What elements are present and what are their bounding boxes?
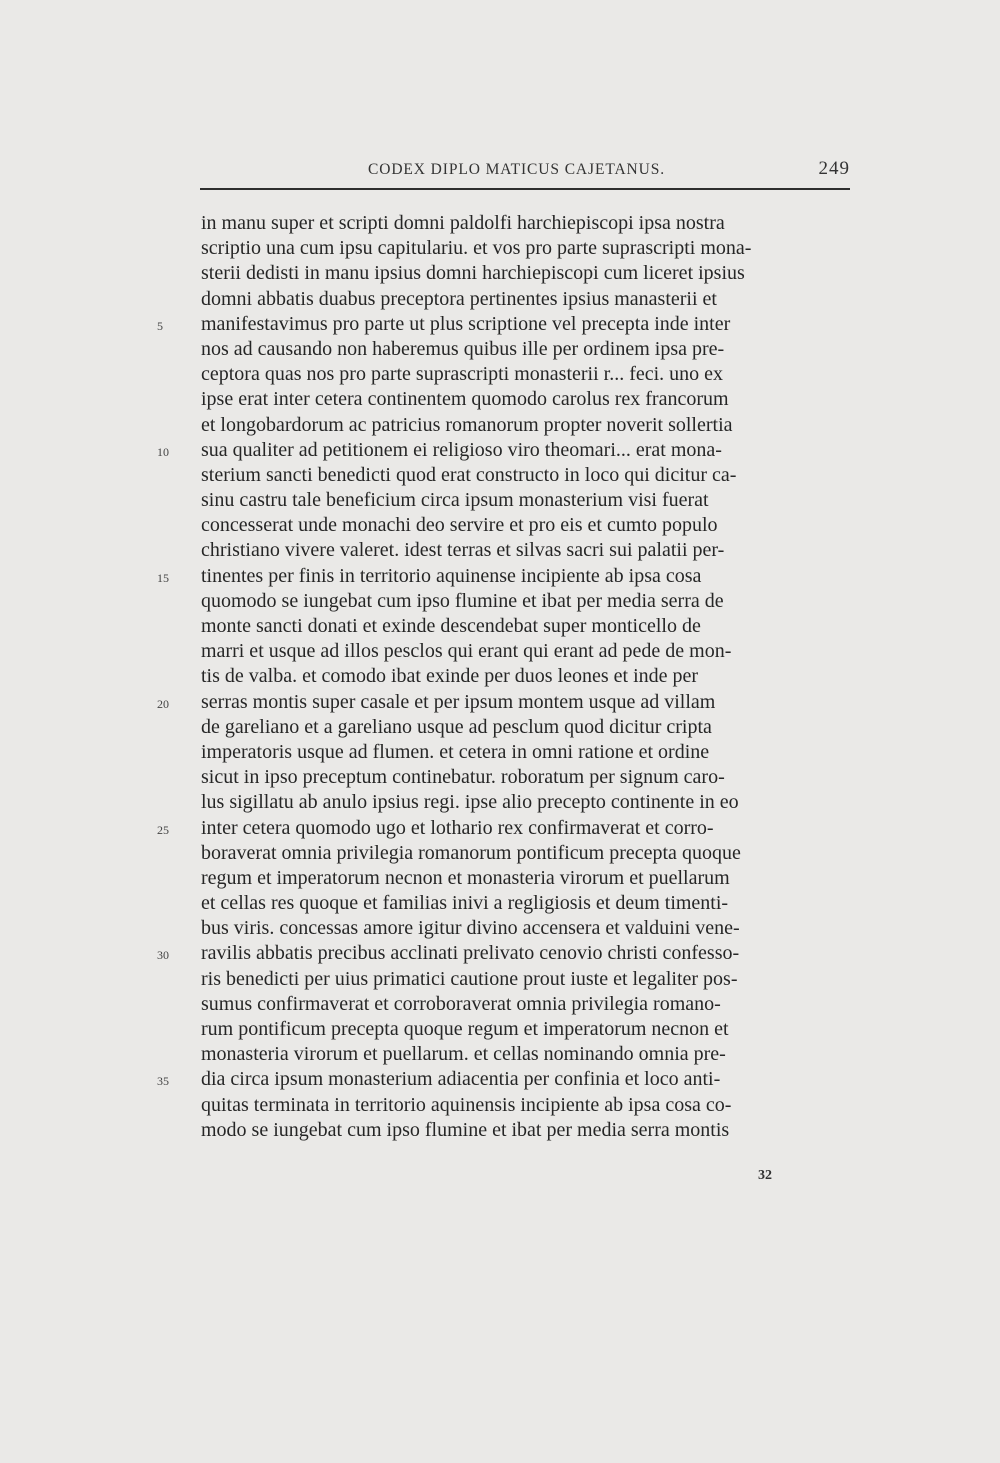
line-text: regum et imperatorum necnon et monasteria virorum et puellarum xyxy=(201,866,730,889)
line-text: sicut in ipso preceptum continebatur. roboratum per signum caro- xyxy=(201,766,725,789)
body-text xyxy=(157,211,846,1143)
running-title: CODEX DIPLO MATICUS CAJETANUS. xyxy=(368,161,666,178)
text-line xyxy=(201,362,846,387)
line-number: 5 xyxy=(157,318,163,333)
text-line xyxy=(157,312,846,337)
text-line xyxy=(201,463,846,488)
line-text: monte sancti donati et exinde descendebat super monticello de xyxy=(201,615,701,637)
line-text: boraverat omnia privilegia romanorum pontificum precepta quoque xyxy=(201,841,741,864)
line-text: ipse erat inter cetera continentem quomodo carolus rex francorum xyxy=(201,388,729,411)
line-text: quitas terminata in territorio aquinensis incipiente ab ipsa cosa co- xyxy=(201,1093,732,1116)
line-text: nos ad causando non haberemus quibus ille per ordinem ipsa pre- xyxy=(201,337,725,360)
text-line xyxy=(201,538,846,563)
text-line xyxy=(201,614,846,639)
text-line xyxy=(201,639,846,664)
line-text: christiano vivere valeret. idest terras et silvas sacri sui palatii per- xyxy=(201,539,725,562)
line-text: sumus confirmaverat et corroboraverat omnia privilegia romano- xyxy=(201,992,721,1015)
line-text: bus viris. concessas amore igitur divino accensera et valduini vene- xyxy=(201,917,740,940)
line-text: rum pontificum precepta quoque regum et imperatorum necnon et xyxy=(201,1018,729,1040)
line-text: inter cetera quomodo ugo et lothario rex confirmaverat et corro- xyxy=(201,816,714,839)
text-line xyxy=(201,841,846,866)
text-line xyxy=(201,664,846,689)
line-text: lus sigillatu ab anulo ipsius regi. ipse alio precepto continente in eo xyxy=(201,791,739,814)
text-line xyxy=(201,967,846,992)
text-line xyxy=(201,740,846,765)
line-number: 35 xyxy=(157,1074,169,1089)
text-line xyxy=(157,941,846,966)
line-number: 20 xyxy=(157,696,169,711)
line-number: 25 xyxy=(157,822,169,837)
line-number: 30 xyxy=(157,948,169,963)
line-text: sterii dedisti in manu ipsius domni harchiepiscopi cum liceret ipsius xyxy=(201,262,745,285)
line-text: et cellas res quoque et familias inivi a regligiosis et deum timenti- xyxy=(201,892,729,915)
text-line xyxy=(157,690,846,715)
line-text: ceptora quas nos pro parte suprascripti monasterii r... feci. uno ex xyxy=(201,363,724,386)
line-text: imperatoris usque ad flumen. et cetera in omni ratione et ordine xyxy=(201,740,710,763)
line-text: quomodo se iungebat cum ipso flumine et ibat per media serra de xyxy=(201,589,724,612)
line-text: concesserat unde monachi deo servire et pro eis et cumto populo xyxy=(201,514,718,537)
line-text: ravilis abbatis precibus acclinati prelivato cenovio christi confesso- xyxy=(201,942,740,965)
text-line xyxy=(201,916,846,941)
text-line xyxy=(201,261,846,286)
text-line xyxy=(201,337,846,362)
line-text: marri et usque ad illos pesclos qui erant qui erant ad pede de mon- xyxy=(201,640,732,663)
signature-mark: 32 xyxy=(758,1168,772,1183)
line-text: ris benedicti per uius primatici cautione prout iuste et legaliter pos- xyxy=(201,967,738,990)
text-line xyxy=(201,891,846,916)
text-line xyxy=(201,1042,846,1067)
header-rule xyxy=(200,188,850,190)
page-number: 249 xyxy=(818,158,850,179)
line-text: de gareliano et a gareliano usque ad pesclum quod dicitur cripta xyxy=(201,715,712,738)
text-line xyxy=(157,438,846,463)
running-head xyxy=(200,156,850,186)
line-text: monasteria virorum et puellarum. et cellas nominando omnia pre- xyxy=(201,1043,726,1066)
line-text: scriptio una cum ipsu capitulariu. et vos pro parte suprascripti mona- xyxy=(201,237,752,260)
line-text: modo se iungebat cum ipso flumine et ibat per media serra montis xyxy=(201,1118,730,1141)
text-line xyxy=(201,488,846,513)
text-line xyxy=(201,790,846,815)
line-text: dia circa ipsum monasterium adiacentia per confinia et loco anti- xyxy=(201,1068,721,1091)
line-text: in manu super et scripti domni paldolfi harchiepiscopi ipsa nostra xyxy=(201,212,725,234)
line-text: domni abbatis duabus preceptora pertinentes ipsius manasterii et xyxy=(201,287,717,310)
line-text: sterium sancti benedicti quod erat constructo in loco qui dicitur ca- xyxy=(201,463,737,486)
text-line xyxy=(201,765,846,790)
text-line xyxy=(201,1118,846,1143)
text-line xyxy=(201,1017,846,1042)
text-line xyxy=(201,236,846,261)
line-text: manifestavimus pro parte ut plus scriptione vel precepta inde inter xyxy=(201,312,731,335)
text-line xyxy=(201,715,846,740)
text-line xyxy=(201,413,846,438)
line-number: 10 xyxy=(157,444,169,459)
line-text: et longobardorum ac patricius romanorum propter noverit sollertia xyxy=(201,413,733,436)
line-text: serras montis super casale et per ipsum montem usque ad villam xyxy=(201,690,716,713)
line-text: tinentes per finis in territorio aquinense incipiente ab ipsa cosa xyxy=(201,564,702,587)
text-line xyxy=(201,1093,846,1118)
text-line xyxy=(201,513,846,538)
text-line xyxy=(201,589,846,614)
text-line xyxy=(157,816,846,841)
text-line xyxy=(201,387,846,412)
text-line xyxy=(201,211,846,236)
text-line xyxy=(157,1067,846,1092)
line-text: tis de valba. et comodo ibat exinde per duos leones et inde per xyxy=(201,665,699,688)
text-line xyxy=(157,564,846,589)
line-text: sua qualiter ad petitionem ei religioso viro theomari... erat mona- xyxy=(201,438,722,461)
text-line xyxy=(201,866,846,891)
text-line xyxy=(201,287,846,312)
line-text: sinu castru tale beneficium circa ipsum monasterium visi fuerat xyxy=(201,489,709,512)
line-number: 15 xyxy=(157,570,169,585)
text-line xyxy=(201,992,846,1017)
